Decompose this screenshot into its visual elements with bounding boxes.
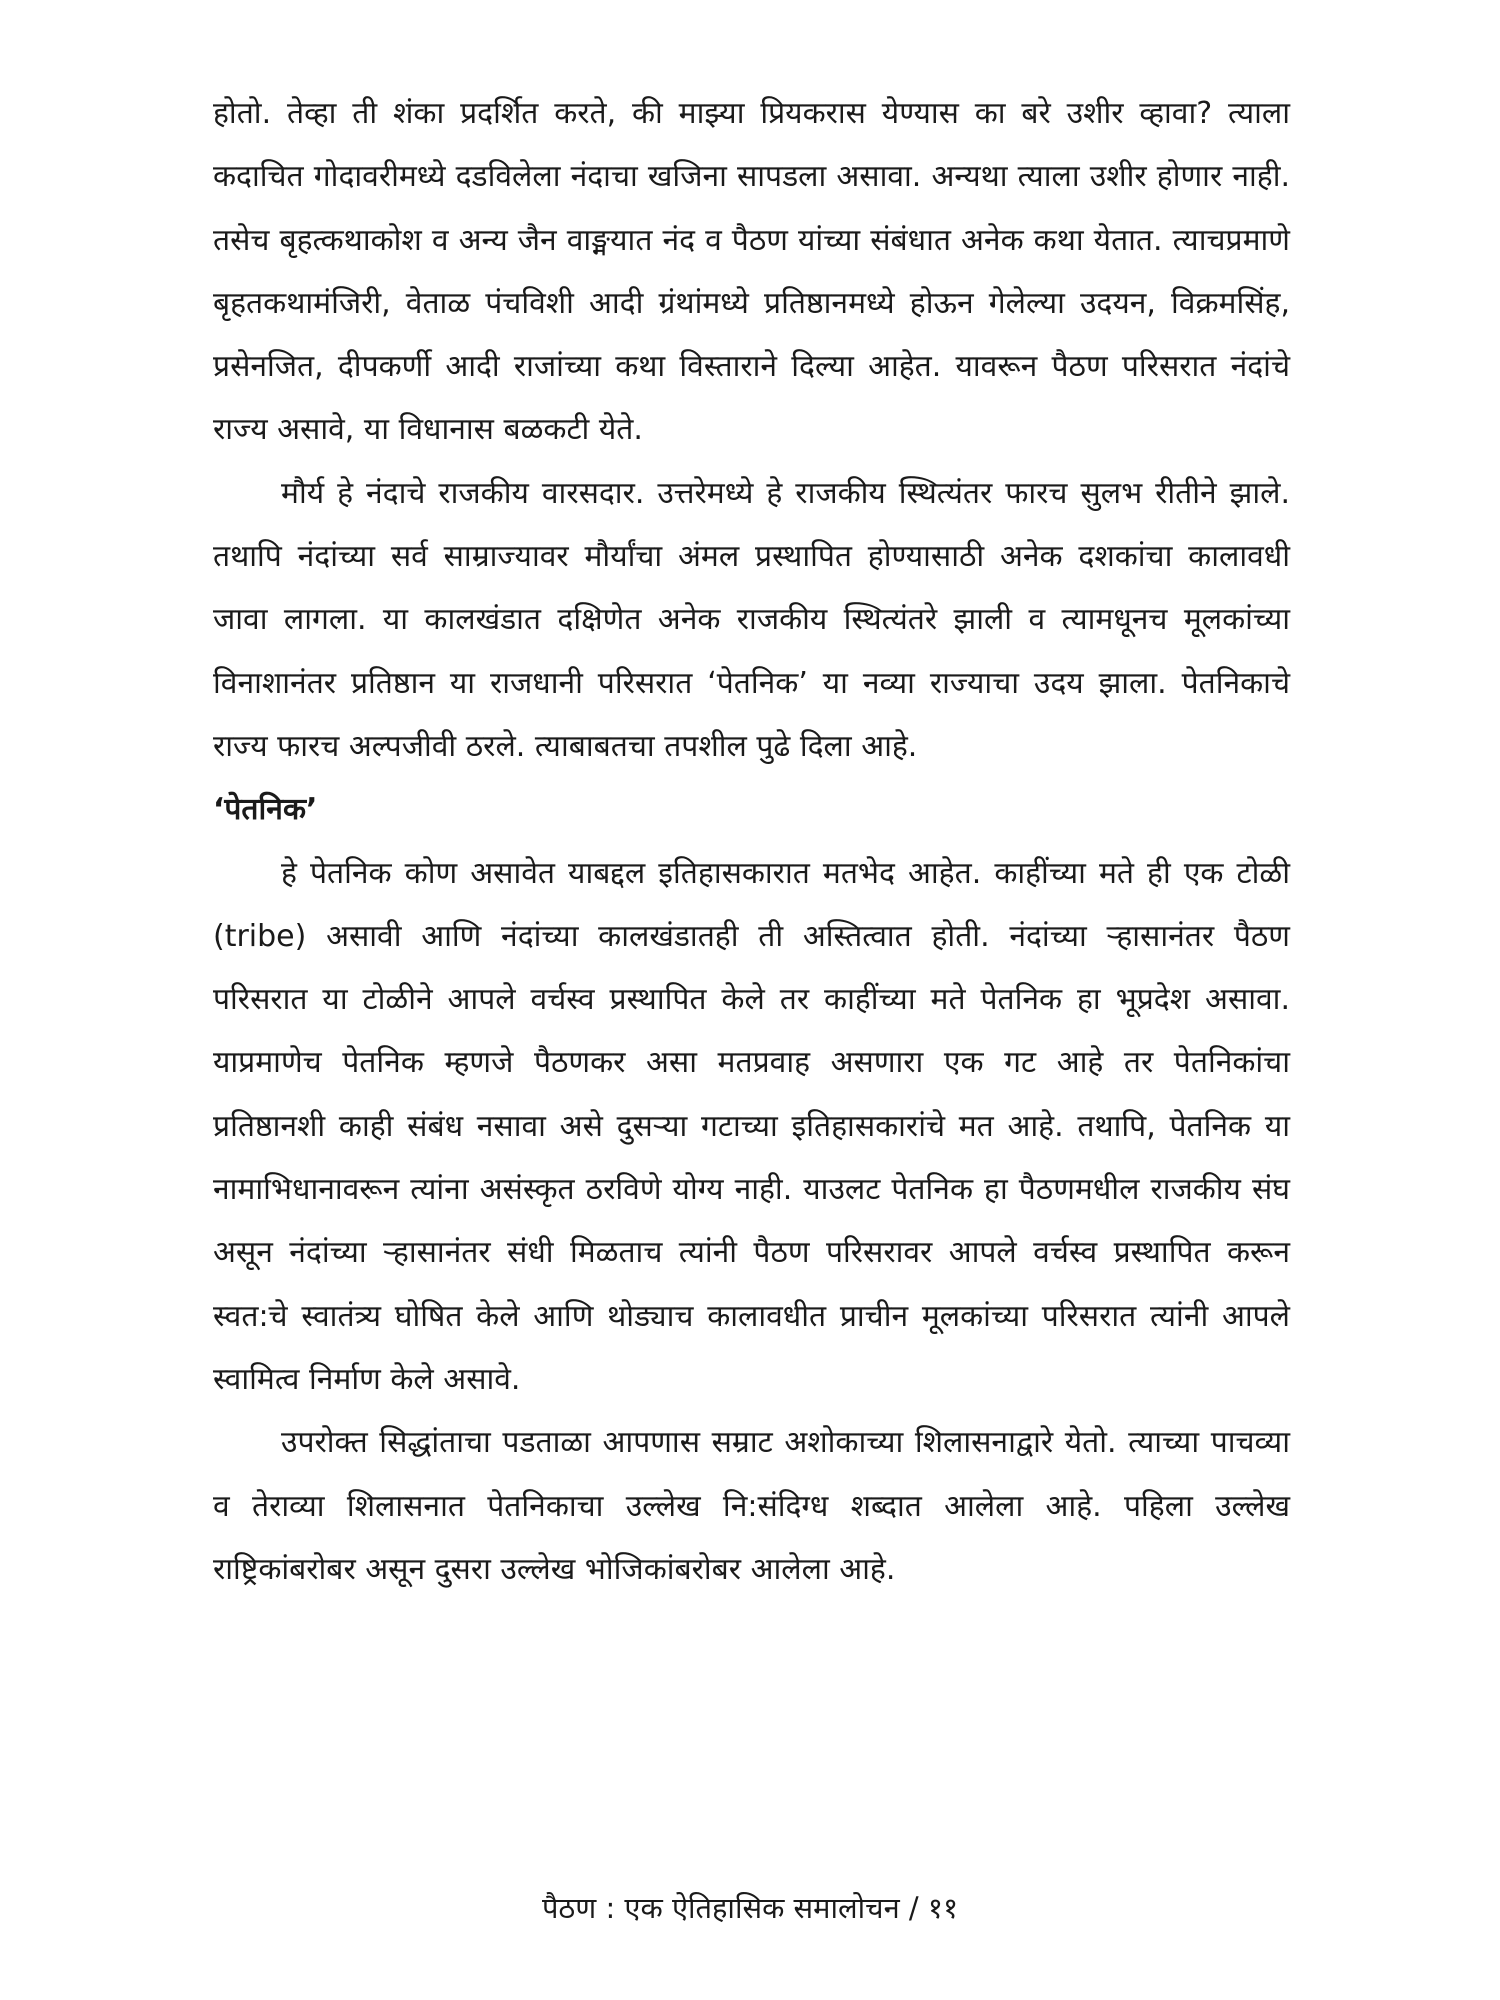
body-text bbox=[213, 82, 1290, 1601]
paragraph-maurya: मौर्य हे नंदाचे राजकीय वारसदार. उत्तरेमध्ये हे राजकीय स्थित्यंतर फारच सुलभ रीतीने झाले. तथापि नंदांच्या सर्व साम्राज्यावर मौर्यांचा अंमल प्रस्थापित होण्यासाठी अनेक दशकांचा कालावधी जावा लागला. या कालखंडात दक्षिणेत अनेक राजकीय स्थित्यंतरे झाली व त्यामधूनच मूलकांच्या विनाशानंतर प्रतिष्ठान या राजधानी परिसरात ‘पेतनिक’ या नव्या राज्याचा उदय झाला. पेतनिकाचे राज्य फारच अल्पजीवी ठरले. त्याबाबतचा तपशील पुढे दिला आहे. bbox=[213, 475, 1290, 764]
page-footer: पैठण : एक ऐतिहासिक समालोचन / ११ bbox=[541, 1891, 959, 1925]
paragraph-petanik-identity: हे पेतनिक कोण असावेत याबद्दल इतिहासकारात मतभेद आहेत. काहींच्या मते ही एक टोळी (tribe) असावी आणि नंदांच्या कालखंडातही ती अस्तित्वात होती. नंदांच्या ऱ्हासानंतर पैठण परिसरात या टोळीने आपले वर्चस्व प्रस्थापित केले तर काहींच्या मते पेतनिक हा भूप्रदेश असावा. याप्रमाणेच पेतनिक म्हणजे पैठणकर असा मतप्रवाह असणारा एक गट आहे तर पेतनिकांचा प्रतिष्ठानशी काही संबंध नसावा असे दुसऱ्या गटाच्या इतिहासकारांचे मत आहे. तथापि, पेतनिक या नामाभिधानावरून त्यांना असंस्कृत ठरविणे योग्य नाही. याउलट पेतनिक हा पैठणमधील राजकीय संघ असून नंदांच्या ऱ्हासानंतर संधी मिळताच त्यांनी पैठण परिसरावर आपले वर्चस्व प्रस्थापित करून स्वत:चे स्वातंत्र्य घोषित केले आणि थोड्याच कालावधीत प्राचीन मूलकांच्या परिसरात त्यांनी आपले स्वामित्व निर्माण केले असावे. bbox=[213, 855, 1290, 1397]
paragraph-ashoka-edicts: उपरोक्त सिद्धांताचा पडताळा आपणास सम्राट अशोकाच्या शिलासनाद्वारे येतो. त्याच्या पाचव्या व तेराव्या शिलासनात पेतनिकाचा उल्लेख नि:संदिग्ध शब्दात आलेला आहे. पहिला उल्लेख राष्ट्रिकांबरोबर असून दुसरा उल्लेख भोजिकांबरोबर आलेला आहे. bbox=[213, 1425, 1290, 1587]
section-heading-petanik: ‘पेतनिक’ bbox=[213, 792, 318, 828]
paragraph-continuation: होतो. तेव्हा ती शंका प्रदर्शित करते, की माझ्या प्रियकरास येण्यास का बरे उशीर व्हावा? त्याला कदाचित गोदावरीमध्ये दडविलेला नंदाचा खजिना सापडला असावा. अन्यथा त्याला उशीर होणार नाही. तसेच बृहत्कथाकोश व अन्य जैन वाङ्मयात नंद व पैठण यांच्या संबंधात अनेक कथा येतात. त्याचप्रमाणे बृहतकथामंजिरी, वेताळ पंचविशी आदी ग्रंथांमध्ये प्रतिष्ठानमध्ये होऊन गेलेल्या उदयन, विक्रमसिंह, प्रसेनजित, दीपकर्णी आदी राजांच्या कथा विस्ताराने दिल्या आहेत. यावरून पैठण परिसरात नंदांचे राज्य असावे, या विधानास बळकटी येते. bbox=[213, 96, 1290, 448]
